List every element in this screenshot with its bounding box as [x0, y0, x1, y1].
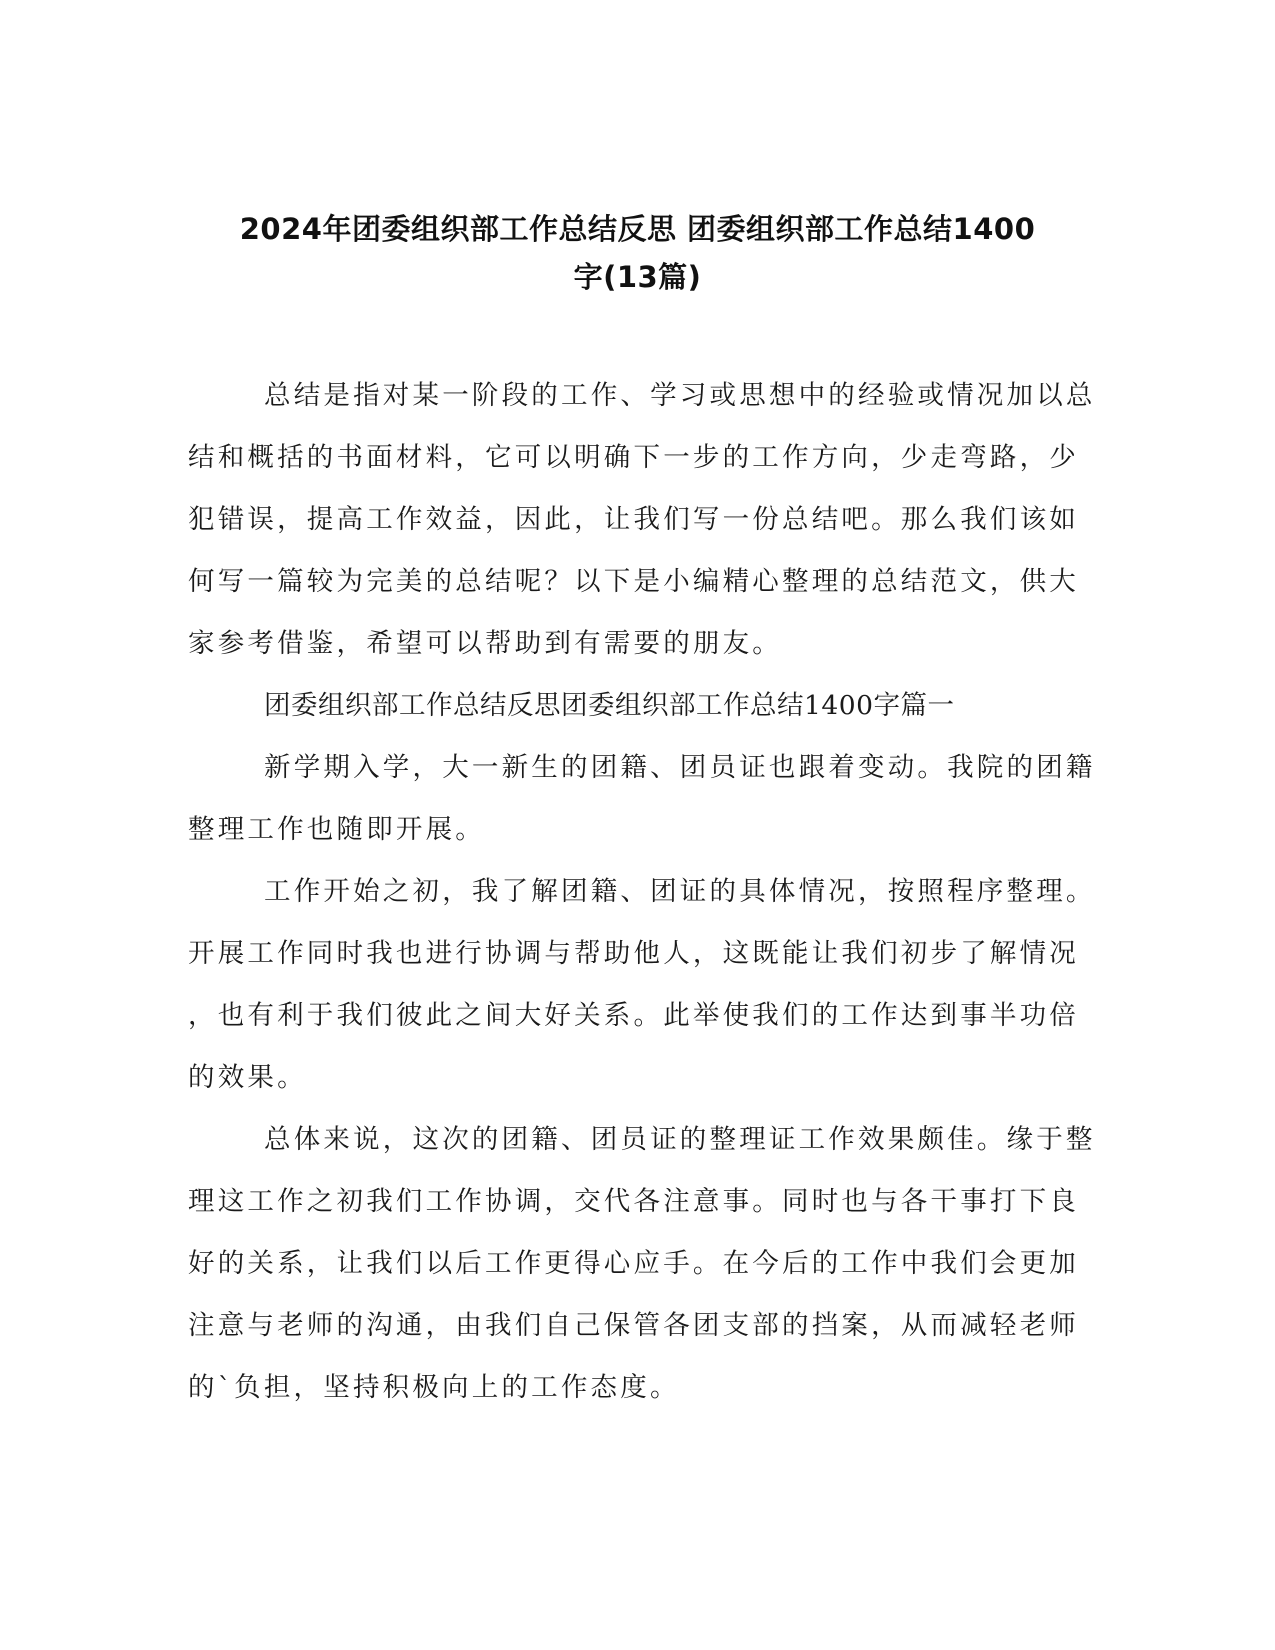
paragraph-line: 家参考借鉴，希望可以帮助到有需要的朋友。	[188, 628, 782, 659]
paragraph-line: 结和概括的书面材料，它可以明确下一步的工作方向，少走弯路，少	[188, 442, 1079, 473]
paragraph-line: 的`负担，坚持积极向上的工作态度。	[188, 1372, 680, 1403]
title-line-1: 2024年团委组织部工作总结反思 团委组织部工作总结1400	[239, 212, 1036, 246]
paragraph-line: 开展工作同时我也进行协调与帮助他人，这既能让我们初步了解情况	[188, 938, 1079, 969]
document-body	[188, 365, 1096, 1419]
paragraph-line: 理这工作之初我们工作协调，交代各注意事。同时也与各干事打下良	[188, 1186, 1079, 1217]
paragraph-line: ，也有利于我们彼此之间大好关系。此举使我们的工作达到事半功倍	[188, 1000, 1079, 1031]
paragraph-line: 整理工作也随即开展。	[188, 814, 485, 845]
paragraph-4	[188, 1109, 1096, 1419]
paragraph-intro	[188, 365, 1096, 675]
paragraph-line: 工作开始之初，我了解团籍、团证的具体情况，按照程序整理。	[264, 876, 1096, 907]
paragraph-line: 总结是指对某一阶段的工作、学习或思想中的经验或情况加以总	[264, 380, 1096, 411]
paragraph-line: 犯错误，提高工作效益，因此，让我们写一份总结吧。那么我们该如	[188, 504, 1079, 535]
paragraph-line: 何写一篇较为完美的总结呢？以下是小编精心整理的总结范文，供大	[188, 566, 1079, 597]
section-heading-text: 团委组织部工作总结反思团委组织部工作总结1400字篇一	[264, 690, 955, 721]
title-line-2: 字(13篇)	[573, 260, 702, 294]
paragraph-line: 总体来说，这次的团籍、团员证的整理证工作效果颇佳。缘于整	[264, 1124, 1096, 1155]
paragraph-3	[188, 861, 1096, 1109]
paragraph-line: 注意与老师的沟通，由我们自己保管各团支部的挡案，从而减轻老师	[188, 1310, 1079, 1341]
paragraph-line: 好的关系，让我们以后工作更得心应手。在今后的工作中我们会更加	[188, 1248, 1079, 1279]
paragraph-2	[188, 737, 1096, 861]
document-title	[170, 205, 1105, 301]
section-heading	[188, 675, 1083, 737]
paragraph-line: 新学期入学，大一新生的团籍、团员证也跟着变动。我院的团籍	[264, 752, 1096, 783]
paragraph-line: 的效果。	[188, 1062, 307, 1093]
